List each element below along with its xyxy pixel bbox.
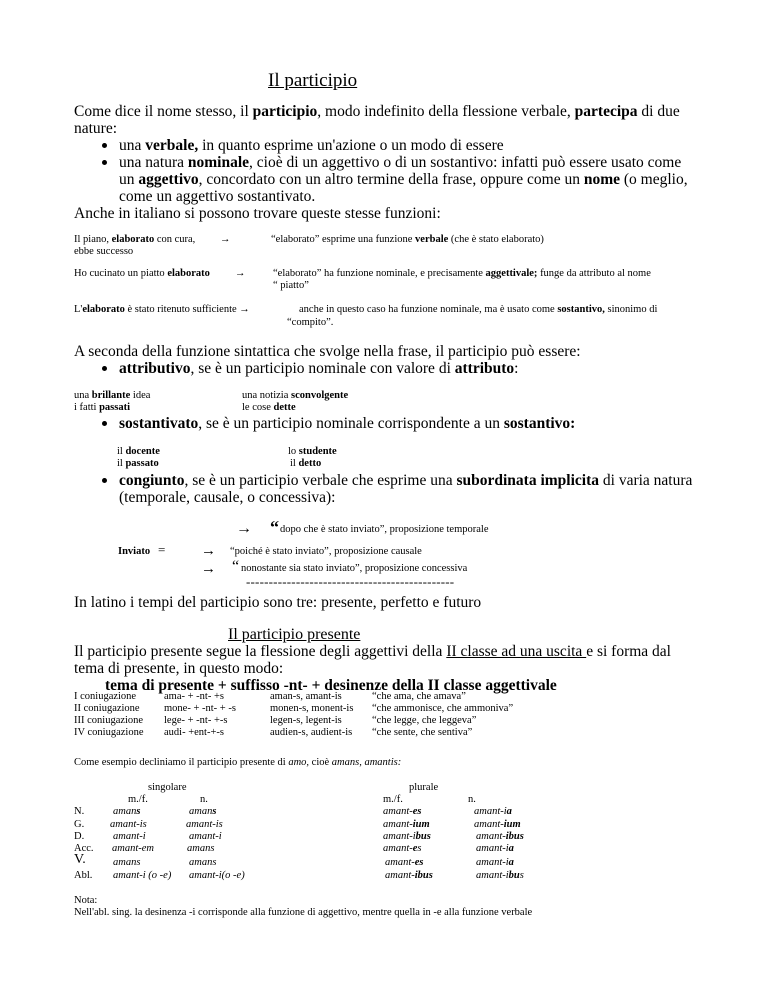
conj-form: ama- + -nt- +s bbox=[164, 691, 224, 702]
sost-example-1: il docente bbox=[117, 446, 160, 457]
arrow-icon: → bbox=[235, 268, 246, 279]
arrow-icon: → bbox=[201, 561, 216, 577]
case-label: Acc. bbox=[74, 843, 94, 854]
sost-example-4: il detto bbox=[290, 458, 322, 469]
bullet-nominale: una natura nominale, cioè di un aggettivo o di un sostantivo: infatti può essere usato come bbox=[119, 154, 682, 171]
example-2-right-line-2: “ piatto” bbox=[273, 280, 309, 291]
conj-name: III coniugazione bbox=[74, 715, 144, 726]
arrow-icon: → bbox=[236, 520, 252, 537]
nota-label: Nota: bbox=[74, 895, 98, 906]
example-3-right: anche in questo caso ha funzione nominale, ma è usato come sostantivo, sinonimo di bbox=[299, 304, 658, 315]
bullet-icon bbox=[102, 143, 107, 148]
conj-mean: “che ama, che amava” bbox=[372, 691, 466, 702]
section-title: Il participio presente bbox=[228, 626, 361, 643]
header-plur-n: n. bbox=[468, 794, 476, 805]
form-sing-dat-n: amant-i bbox=[189, 831, 222, 842]
form-plur-acc-n: amant-ia bbox=[476, 843, 514, 854]
bullet-icon bbox=[102, 160, 107, 165]
bullet-icon bbox=[102, 366, 107, 371]
formula: tema di presente + suffisso -nt- + desinenze della II classe aggettivale bbox=[105, 677, 557, 694]
example-3-right-line-2: “compito”. bbox=[287, 317, 334, 328]
form-sing-abl-n: amant-i(o -e) bbox=[189, 870, 245, 881]
conj-res: legen-s, legent-is bbox=[270, 715, 342, 726]
bullet-sostantivato: sostantivato, se è un participio nominale corrispondente a un sostantivo: bbox=[119, 415, 576, 432]
conj-mean: “che ammonisce, che ammoniva” bbox=[372, 703, 514, 714]
bullet-verbale: una verbale, in quanto esprime un'azione o un modo di essere bbox=[119, 137, 504, 154]
decl-intro: Come esempio decliniamo il participio presente di amo, cioè amans, amantis: bbox=[74, 757, 402, 768]
conj-name: II coniugazione bbox=[74, 703, 140, 714]
attr-example-4: le cose dette bbox=[242, 402, 296, 413]
bullet-attributivo: attributivo, se è un participio nominale con valore di attributo: bbox=[119, 360, 519, 377]
form-sing-gen-n: amant-is bbox=[186, 819, 223, 830]
functions-intro: A seconda della funzione sintattica che svolge nella frase, il participio può essere: bbox=[74, 343, 581, 360]
conj-name: I coniugazione bbox=[74, 691, 137, 702]
attr-example-2: i fatti passati bbox=[74, 402, 131, 413]
case-label: D. bbox=[74, 831, 85, 842]
form-plur-voc-mf: amant-es bbox=[385, 857, 424, 868]
bullet-nominale-line-2: un aggettivo, concordato con un altro termine della frase, oppure come un nome (o meglio, bbox=[119, 171, 688, 188]
page-title: Il participio bbox=[268, 70, 358, 91]
form-plur-abl-mf: amant-ibus bbox=[385, 870, 433, 881]
form-sing-voc-n: amans bbox=[189, 857, 217, 868]
conj-form: mone- + -nt- + -s bbox=[164, 703, 236, 714]
conj-res: audien-s, audient-is bbox=[270, 727, 353, 738]
case-label: G. bbox=[74, 819, 85, 830]
conj-form: audi- +ent-+-s bbox=[164, 727, 224, 738]
intro-line-2: nature: bbox=[74, 120, 118, 137]
form-sing-nom-mf: amans bbox=[113, 806, 141, 817]
form-sing-dat-mf: amant-i bbox=[113, 831, 146, 842]
arrow-icon: → bbox=[220, 234, 231, 245]
intro-line-1: Come dice il nome stesso, il participio, modo indefinito della flessione verbale, partecipa di due bbox=[74, 103, 680, 120]
bullet-icon bbox=[102, 421, 107, 426]
example-1-left-line-2: ebbe successo bbox=[74, 246, 134, 257]
header-sing-mf: m./f. bbox=[128, 794, 148, 805]
intro-last-line: Anche in italiano si possono trovare queste stesse funzioni: bbox=[74, 205, 441, 222]
form-plur-abl-n: amant-ibus bbox=[476, 870, 524, 881]
form-sing-acc-mf: amant-em bbox=[112, 843, 154, 854]
form-plur-gen-mf: amant-ium bbox=[383, 819, 430, 830]
quote-mark: “ bbox=[270, 517, 279, 537]
arrow-icon: → bbox=[201, 543, 216, 559]
sost-example-2: il passato bbox=[117, 458, 159, 469]
divider: ---------------------------------------------- bbox=[246, 574, 455, 589]
header-plur-mf: m./f. bbox=[383, 794, 403, 805]
case-label: N. bbox=[74, 806, 85, 817]
nota-text: Nell'abl. sing. la desinenza -i corrisponde alla funzione di aggettivo, mentre quella in -e alla funzione verbale bbox=[74, 907, 533, 918]
form-plur-voc-n: amant-ia bbox=[476, 857, 514, 868]
form-sing-acc-n: amans bbox=[187, 843, 215, 854]
inviato-label: Inviato bbox=[118, 546, 151, 557]
case-label: V. bbox=[74, 852, 86, 867]
form-sing-nom-n: amans bbox=[189, 806, 217, 817]
sost-example-3: lo studente bbox=[288, 446, 337, 457]
bullet-icon bbox=[102, 478, 107, 483]
conj-mean: “che legge, che leggeva” bbox=[372, 715, 477, 726]
example-3-left: L'elaborato è stato ritenuto sufficiente → bbox=[74, 304, 250, 315]
conj-form: lege- + -nt- +-s bbox=[164, 715, 228, 726]
form-plur-dat-n: amant-ibus bbox=[476, 831, 524, 842]
presente-line-2: tema di presente, in questo modo: bbox=[74, 660, 284, 677]
bullet-congiunto: congiunto, se è un participio verbale che esprime una subordinata implicita di varia natura bbox=[119, 472, 693, 489]
conj-mean: “che sente, che sentiva” bbox=[372, 727, 473, 738]
form-plur-nom-mf: amant-es bbox=[383, 806, 422, 817]
header-singolare: singolare bbox=[148, 782, 187, 793]
form-plur-gen-n: amant-ium bbox=[474, 819, 521, 830]
conj-name: IV coniugazione bbox=[74, 727, 144, 738]
presente-line-1: Il participio presente segue la flessione degli aggettivi della II classe ad una uscita e si forma dal bbox=[74, 643, 671, 660]
header-sing-n: n. bbox=[200, 794, 208, 805]
congiunto-causale: “poiché è stato inviato”, proposizione causale bbox=[230, 546, 422, 557]
tempi-line: In latino i tempi del participio sono tre: presente, perfetto e futuro bbox=[74, 594, 482, 611]
conj-res: aman-s, amant-is bbox=[270, 691, 342, 702]
example-1-right: “elaborato” esprime una funzione verbale (che è stato elaborato) bbox=[271, 234, 544, 245]
conj-res: monen-s, monent-is bbox=[270, 703, 354, 714]
form-plur-nom-n: amant-ia bbox=[474, 806, 512, 817]
attr-example-3: una notizia sconvolgente bbox=[242, 390, 349, 401]
congiunto-temporale: dopo che è stato inviato”, proposizione temporale bbox=[280, 524, 489, 535]
example-2-left: Ho cucinato un piatto elaborato bbox=[74, 268, 210, 279]
form-sing-gen-mf: amant-is bbox=[110, 819, 147, 830]
header-plurale: plurale bbox=[409, 782, 439, 793]
case-label: Abl. bbox=[74, 870, 93, 881]
example-1-left: Il piano, elaborato con cura, bbox=[74, 234, 196, 245]
example-2-right: “elaborato” ha funzione nominale, e precisamente aggettivale; funge da attributo al nome bbox=[273, 268, 651, 279]
quote-mark: “ bbox=[232, 558, 240, 575]
form-sing-abl-mf: amant-i (o -e) bbox=[113, 870, 172, 881]
form-sing-voc-mf: amans bbox=[113, 857, 141, 868]
bullet-nominale-line-3: come un aggettivo sostantivato. bbox=[119, 188, 316, 205]
attr-example-1: una brillante idea bbox=[74, 390, 151, 401]
form-plur-dat-mf: amant-ibus bbox=[383, 831, 431, 842]
equals-sign: = bbox=[158, 542, 166, 557]
bullet-congiunto-line-2: (temporale, causale, o concessiva): bbox=[119, 489, 336, 506]
form-plur-acc-mf: amant-es bbox=[383, 843, 422, 854]
congiunto-concessiva: nonostante sia stato inviato”, proposizione concessiva bbox=[241, 563, 468, 574]
